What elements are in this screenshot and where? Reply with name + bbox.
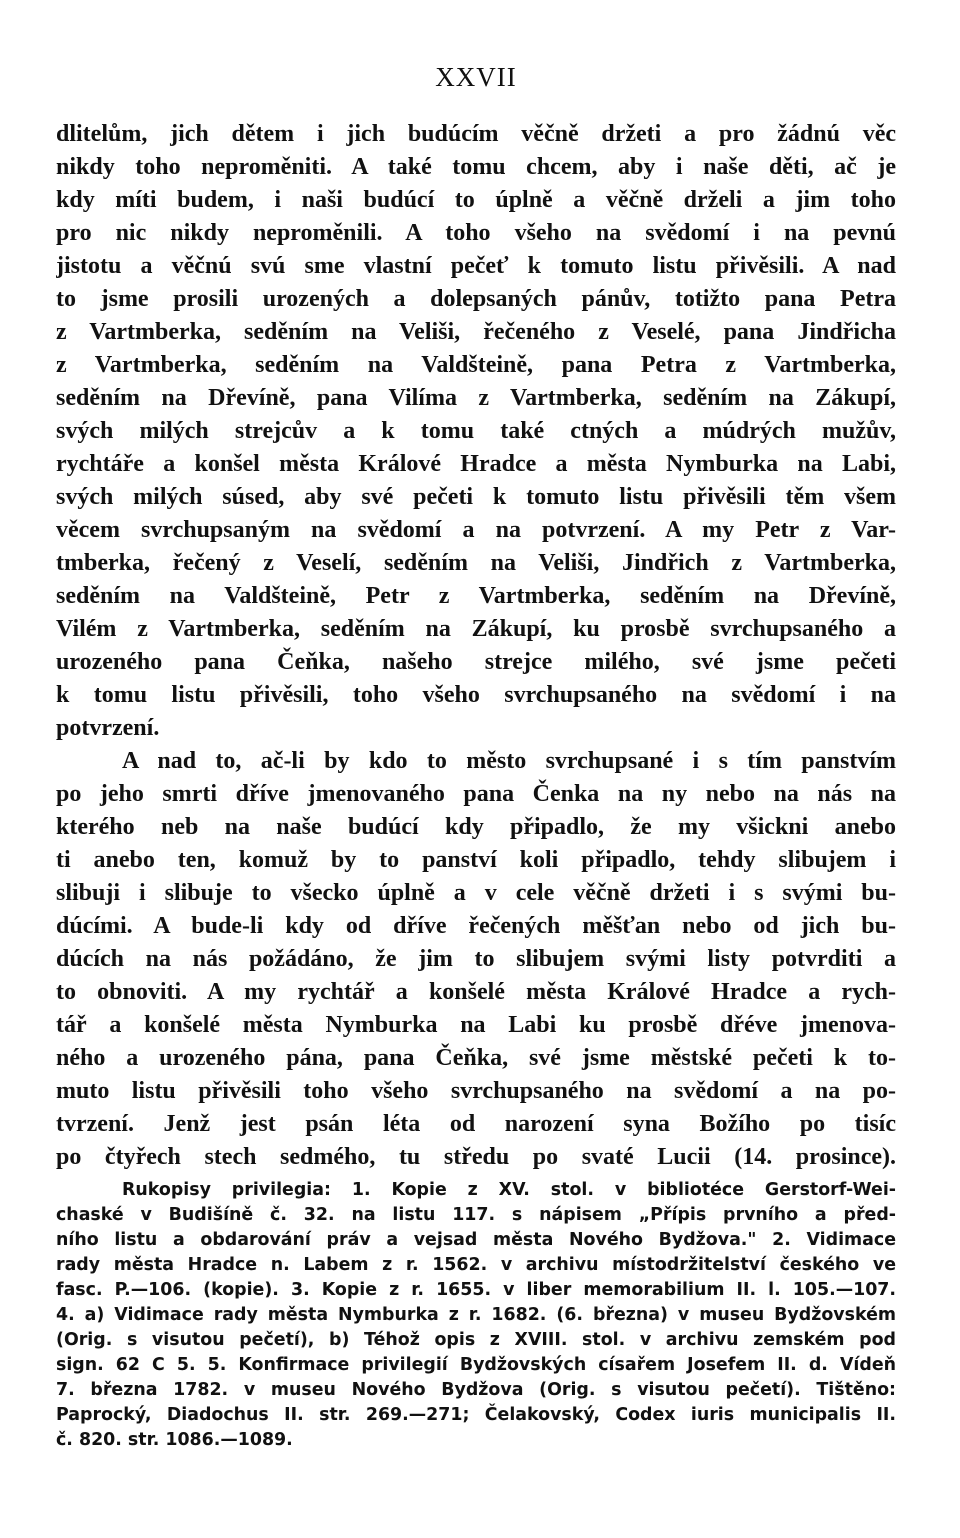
text-line: A nad to, ač-li by kdo to město svrchupsané i s tím panstvím — [122, 748, 896, 774]
text-line: pro nic nikdy neproměnili. A toho všeho na svědomí i na pevnú — [56, 220, 896, 246]
text-line: kterého neb na naše budúcí kdy připadlo, že my všickni anebo — [56, 814, 896, 840]
text-line: jistotu a věčnú svú sme vlastní pečeť k tomuto listu přivěsili. A nad — [56, 253, 896, 279]
text-line: seděním na Valdšteině, Petr z Vartmberka, seděním na Dřevíně, — [56, 583, 896, 609]
text-line: urozeného pana Čeňka, našeho strejce milého, své jsme pečeti — [56, 649, 896, 675]
text-line: po jeho smrti dříve jmenovaného pana Čenka na ny nebo na nás na — [56, 781, 896, 807]
note-line: Rukopisy privilegia: 1. Kopie z XV. stol. v bibliotéce Gerstorf-Wei- — [122, 1180, 896, 1200]
text-line: z Vartmberka, seděním na Veliši, řečeného z Veselé, pana Jindřicha — [56, 319, 896, 345]
page-number: XXVII — [435, 62, 517, 92]
note-line: sign. 62 C 5. 5. Konfirmace privilegií Bydžovských císařem Josefem II. d. Vídeň — [56, 1355, 896, 1375]
text-line: nikdy toho neproměniti. A také tomu chcem, aby i naše děti, ač je — [56, 154, 896, 180]
text-line: dlitelům, jich dětem i jich budúcím věčně držeti a pro žádnú věc — [56, 121, 896, 147]
text-line: po čtyřech stech sedmého, tu středu po svaté Lucii (14. prosince). — [56, 1144, 896, 1170]
note-line: Paprocký, Diadochus II. str. 269.—271; Čelakovský, Codex iuris municipalis II. — [56, 1405, 896, 1425]
text-line: tvrzení. Jenž jest psán léta od narození syna Božího po tisíc — [56, 1111, 896, 1137]
text-line: tář a konšelé města Nymburka na Labi ku prosbě dřéve jmenova- — [56, 1012, 896, 1038]
text-line: tmberka, řečený z Veselí, seděním na Veliši, Jindřich z Vartmberka, — [56, 550, 896, 576]
note-line: 7. března 1782. v museu Nového Bydžova (Orig. s visutou pečetí). Tištěno: — [56, 1380, 896, 1400]
text-line: potvrzení. — [56, 715, 160, 741]
text-line: slibuji i slibuje to všecko úplně a v cele věčně držeti i s svými bu- — [56, 880, 896, 906]
text-line: z Vartmberka, seděním na Valdšteině, pana Petra z Vartmberka, — [56, 352, 896, 378]
text-line: dúcími. A bude-li kdy od dříve řečených měšťan nebo od jich bu- — [56, 913, 896, 939]
text-line: rychtáře a konšel města Králové Hradce a města Nymburka na Labi, — [56, 451, 896, 477]
page — [56, 0, 896, 1538]
text-line: to jsme prosili urozených a dolepsaných pánův, totižto pana Petra — [56, 286, 896, 312]
note-line: rady města Hradce n. Labem z r. 1562. v archivu místodržitelství českého ve — [56, 1255, 896, 1275]
note-line: (Orig. s visutou pečetí), b) Téhož opis z XVIII. stol. v archivu zemském pod — [56, 1330, 896, 1350]
text-line: k tomu listu přivěsili, toho všeho svrchupsaného na svědomí i na — [56, 682, 896, 708]
text-line: seděním na Dřevíně, pana Vilíma z Vartmberka, seděním na Zákupí, — [56, 385, 896, 411]
text-line: svých milých strejcův a k tomu také ctných a múdrých mužův, — [56, 418, 896, 444]
text-line: věcem svrchupsaným na svědomí a na potvrzení. A my Petr z Var- — [56, 517, 896, 543]
text-line: ného a urozeného pána, pana Čeňka, své jsme městské pečeti k to- — [56, 1045, 896, 1071]
note-line: 4. a) Vidimace rady města Nymburka z r. 1682. (6. března) v museu Bydžovském — [56, 1305, 896, 1325]
text-line: kdy míti budem, i naši budúcí to úplně a věčně drželi a jim toho — [56, 187, 896, 213]
note-line: č. 820. str. 1086.—1089. — [56, 1430, 293, 1450]
note-line: ního listu a obdarování práv a vejsad města Nového Bydžova." 2. Vidimace — [56, 1230, 896, 1250]
text-line: Vilém z Vartmberka, seděním na Zákupí, ku prosbě svrchupsaného a — [56, 616, 896, 642]
note-line: fasc. P.—106. (kopie). 3. Kopie z r. 1655. v liber memorabilium II. l. 105.—107. — [56, 1280, 896, 1300]
text-line: muto listu přivěsili toho všeho svrchupsaného na svědomí a na po- — [56, 1078, 896, 1104]
text-line: dúcích na nás požádáno, že jim to slibujem svými listy potvrditi a — [56, 946, 896, 972]
note-line: chaské v Budišíně č. 32. na listu 117. s nápisem „Přípis prvního a před- — [56, 1205, 896, 1225]
text-line: ti anebo ten, komuž by to panství koli připadlo, tehdy slibujem i — [56, 847, 896, 873]
text-line: svých milých súsed, aby své pečeti k tomuto listu přivěsili těm všem — [56, 484, 896, 510]
text-line: to obnoviti. A my rychtář a konšelé města Králové Hradce a rych- — [56, 979, 896, 1005]
